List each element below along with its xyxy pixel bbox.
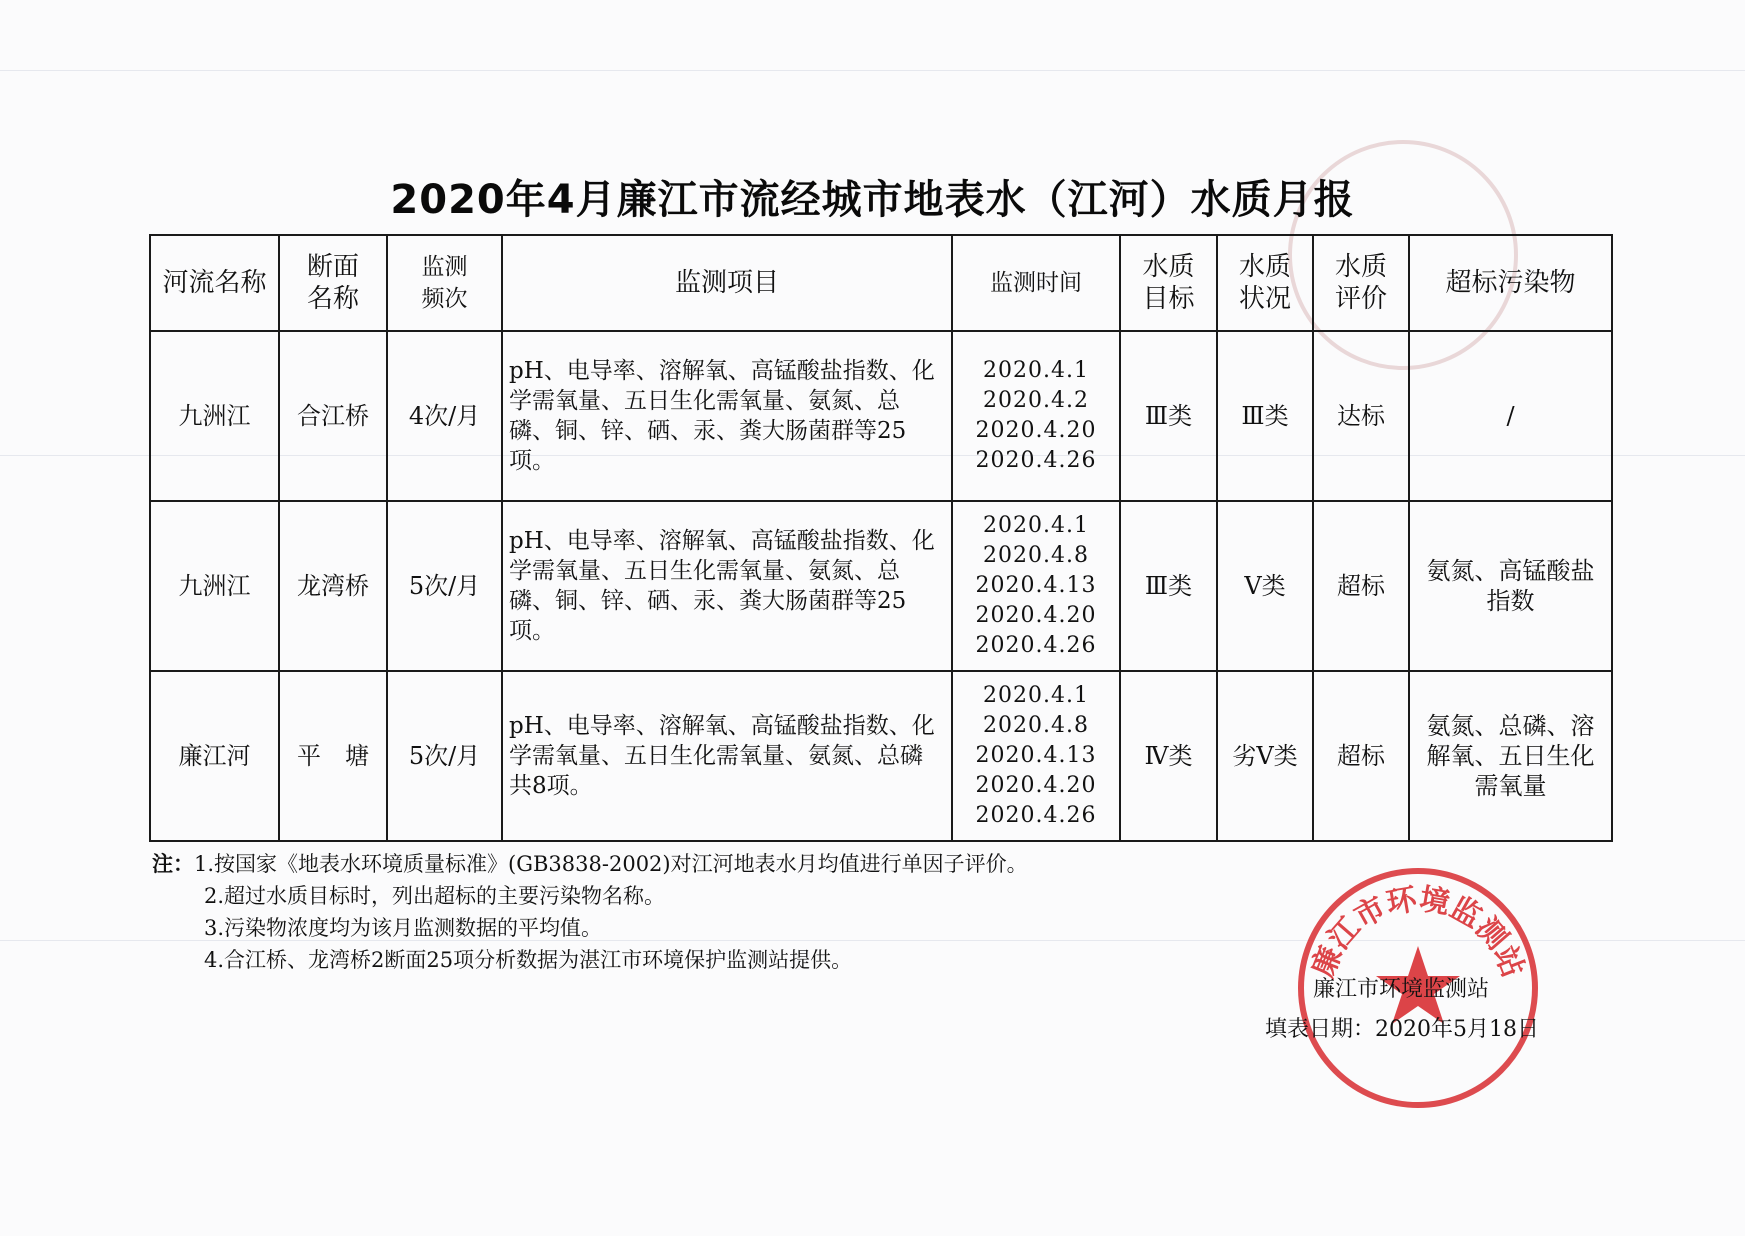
table-row	[150, 671, 1612, 841]
cell-status: 劣Ⅴ类	[1217, 671, 1313, 841]
water-quality-table	[149, 234, 1613, 842]
header-target: 水质 目标	[1120, 235, 1217, 331]
date-entry: 2020.4.26	[975, 633, 1097, 658]
cell-river: 九洲江	[150, 331, 279, 501]
cell-section: 合江桥	[279, 331, 387, 501]
date-entry: 2020.4.8	[983, 543, 1089, 568]
header-evaluation: 水质 评价	[1313, 235, 1409, 331]
cell-dates	[952, 501, 1120, 671]
note-item: 4.合江桥、龙湾桥2断面25项分析数据为湛江市环境保护监测站提供。	[204, 948, 853, 972]
date-entry: 2020.4.1	[983, 683, 1089, 708]
header-status: 水质 状况	[1217, 235, 1313, 331]
date-entry: 2020.4.13	[975, 573, 1097, 598]
note-item: 3.污染物浓度均为该月监测数据的平均值。	[204, 916, 603, 940]
cell-items: pH、电导率、溶解氧、高锰酸盐指数、化学需氧量、五日生化需氧量、氨氮、总磷共8项。	[502, 671, 952, 841]
cell-pollutants: 氨氮、总磷、溶解氧、五日生化需氧量	[1409, 671, 1612, 841]
date-entry: 2020.4.1	[983, 513, 1089, 538]
header-pollutants: 超标污染物	[1409, 235, 1612, 331]
cell-evaluation: 超标	[1313, 671, 1409, 841]
cell-frequency: 4次/月	[387, 331, 502, 501]
signature-organization: 廉江市环境监测站	[1313, 977, 1490, 1002]
header-river: 河流名称	[150, 235, 279, 331]
notes-section	[152, 848, 1028, 976]
cell-target: Ⅳ类	[1120, 671, 1217, 841]
date-entry: 2020.4.20	[975, 418, 1097, 443]
cell-target: Ⅲ类	[1120, 331, 1217, 501]
date-entry: 2020.4.13	[975, 743, 1097, 768]
table-row	[150, 331, 1612, 501]
cell-target: Ⅲ类	[1120, 501, 1217, 671]
note-text: 1.按国家《地表水环境质量标准》(GB3838-2002)对江河地表水月均值进行单因子评价。	[194, 852, 1028, 876]
notes-label: 注：	[152, 852, 194, 876]
cell-status: Ⅴ类	[1217, 501, 1313, 671]
signature-date: 填表日期：2020年5月18日	[1265, 1017, 1539, 1042]
cell-evaluation: 超标	[1313, 501, 1409, 671]
date-entry: 2020.4.2	[983, 388, 1089, 413]
header-section: 断面 名称	[279, 235, 387, 331]
cell-section: 平 塘	[279, 671, 387, 841]
page-title: 2020年4月廉江市流经城市地表水（江河）水质月报	[390, 177, 1355, 223]
header-items: 监测项目	[502, 235, 952, 331]
cell-pollutants: /	[1409, 331, 1612, 501]
cell-dates	[952, 331, 1120, 501]
cell-river: 九洲江	[150, 501, 279, 671]
seal-text: 廉江市环境监测站	[1305, 881, 1531, 983]
cell-items: pH、电导率、溶解氧、高锰酸盐指数、化学需氧量、五日生化需氧量、氨氮、总磷、铜、锌、硒、汞、粪大肠菌群等25项。	[502, 331, 952, 501]
date-entry: 2020.4.26	[975, 803, 1097, 828]
date-entry: 2020.4.8	[983, 713, 1089, 738]
cell-dates	[952, 671, 1120, 841]
table-row	[150, 501, 1612, 671]
cell-evaluation: 达标	[1313, 331, 1409, 501]
cell-items: pH、电导率、溶解氧、高锰酸盐指数、化学需氧量、五日生化需氧量、氨氮、总磷、铜、锌、硒、汞、粪大肠菌群等25项。	[502, 501, 952, 671]
header-frequency: 监测 频次	[387, 235, 502, 331]
note-item: 2.超过水质目标时，列出超标的主要污染物名称。	[204, 884, 666, 908]
table-header-row	[150, 235, 1612, 331]
note-item	[152, 848, 1028, 880]
cell-frequency: 5次/月	[387, 501, 502, 671]
cell-frequency: 5次/月	[387, 671, 502, 841]
cell-status: Ⅲ类	[1217, 331, 1313, 501]
cell-river: 廉江河	[150, 671, 279, 841]
signature-block	[1265, 970, 1539, 1050]
cell-section: 龙湾桥	[279, 501, 387, 671]
date-entry: 2020.4.20	[975, 603, 1097, 628]
cell-pollutants: 氨氮、高锰酸盐指数	[1409, 501, 1612, 671]
header-dates: 监测时间	[952, 235, 1120, 331]
date-entry: 2020.4.20	[975, 773, 1097, 798]
date-entry: 2020.4.26	[975, 448, 1097, 473]
date-entry: 2020.4.1	[983, 358, 1089, 383]
